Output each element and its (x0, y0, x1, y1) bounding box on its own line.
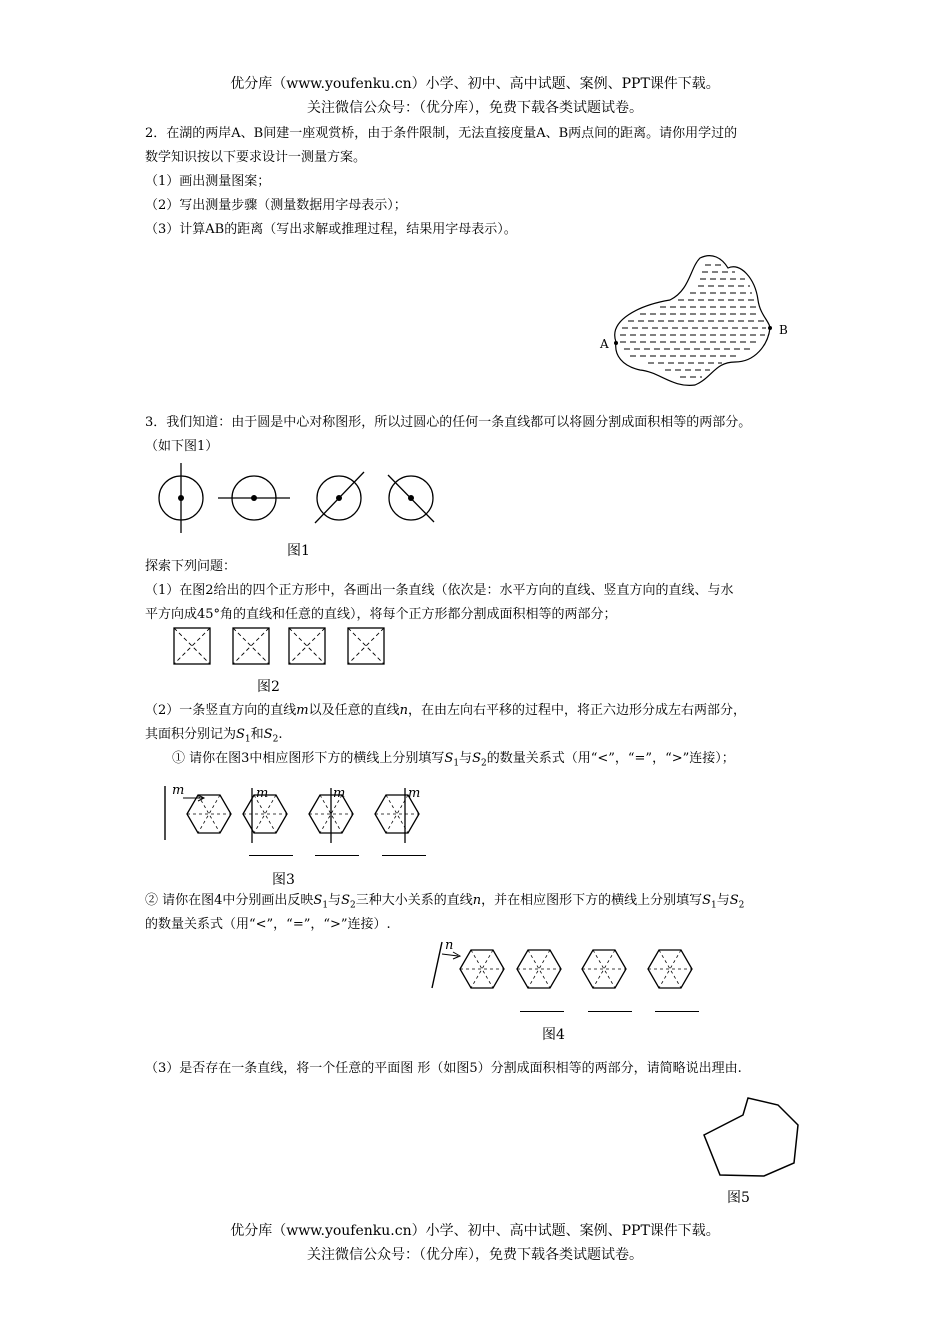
fig2-caption: 图2 (257, 679, 280, 695)
q3-p1-line-2: 平方向成45°角的直线和任意的直线），将每个正方形都分割成面积相等的两部分； (145, 607, 617, 622)
q2-item-3: （3）计算AB的距离（写出求解或推理过程，结果用字母表示）。 (145, 222, 517, 237)
header-line-1: 优分库（www.youfenku.cn）小学、初中、高中试题、案例、PPT课件下载。 (230, 76, 720, 92)
q2-item-1: （1）画出测量图案； (145, 174, 271, 189)
fig3-m-label-2: m (256, 786, 269, 801)
label-a: A (600, 337, 609, 351)
q3-line-2: （如下图1） (145, 439, 219, 454)
q3-p1-line-1: （1）在图2给出的四个正方形中，各画出一条直线（依次是：水平方向的直线、竖直方向的直线、与水 (145, 583, 734, 598)
fig3-caption: 图3 (272, 872, 295, 888)
q3-p2-line-2: 其面积分别记为$S_1$和$S_2$. (145, 727, 283, 745)
fig1-caption: 图1 (287, 543, 310, 559)
fig3-m-label-4: m (408, 786, 421, 801)
label-b: B (779, 323, 788, 337)
q3-sub-ii-line-1: ② 请你在图4中分别画出反映$S_1$与$S_2$三种大小关系的直线n，并在相应图形下方的横线上分别填写$S_1$与$S_2$ (145, 893, 745, 911)
fig4-n-label: n (445, 938, 454, 953)
q3-p3: （3）是否存在一条直线，将一个任意的平面图 形（如图5）分割成面积相等的两部分，请简略说出理由. (145, 1061, 742, 1076)
q2-line-2: 数学知识按以下要求设计一测量方案。 (145, 150, 367, 165)
header-line-2: 关注微信公众号：（优分库），免费下载各类试题试卷。 (307, 100, 643, 116)
irregular-shape (704, 1098, 798, 1176)
fig3-m-label-1: m (172, 783, 185, 798)
q3-sub-i: ① 请你在图3中相应图形下方的横线上分别填写$S_1$与$S_2$的数量关系式（用“<”，“=”，“>”连接）； (172, 751, 735, 769)
footer-line-1: 优分库（www.youfenku.cn）小学、初中、高中试题、案例、PPT课件下载。 (230, 1223, 720, 1239)
q2-line-1: 2．在湖的两岸A、B间建一座观赏桥，由于条件限制，无法直接度量A、B两点间的距离。请你用学过的 (145, 126, 738, 141)
footer-line-2: 关注微信公众号：（优分库），免费下载各类试题试卷。 (307, 1247, 643, 1263)
fig5-caption: 图5 (727, 1190, 750, 1206)
explore-heading: 探索下列问题： (145, 559, 237, 574)
fig4-caption: 图4 (542, 1027, 565, 1043)
fig3-m-label-3: m (333, 786, 346, 801)
q3-line-1: 3．我们知道：由于圆是中心对称图形，所以过圆心的任何一条直线都可以将圆分割成面积相等的两部分。 (145, 415, 752, 430)
q3-p2-line-1: （2）一条竖直方向的直线m以及任意的直线n，在由左向右平移的过程中，将正六边形分成左右两部分， (145, 703, 747, 718)
q2-item-2: （2）写出测量步骤（测量数据用字母表示）； (145, 198, 407, 213)
q3-sub-ii-line-2: 的数量关系式（用“<”，“=”，“>”连接）. (145, 917, 391, 932)
